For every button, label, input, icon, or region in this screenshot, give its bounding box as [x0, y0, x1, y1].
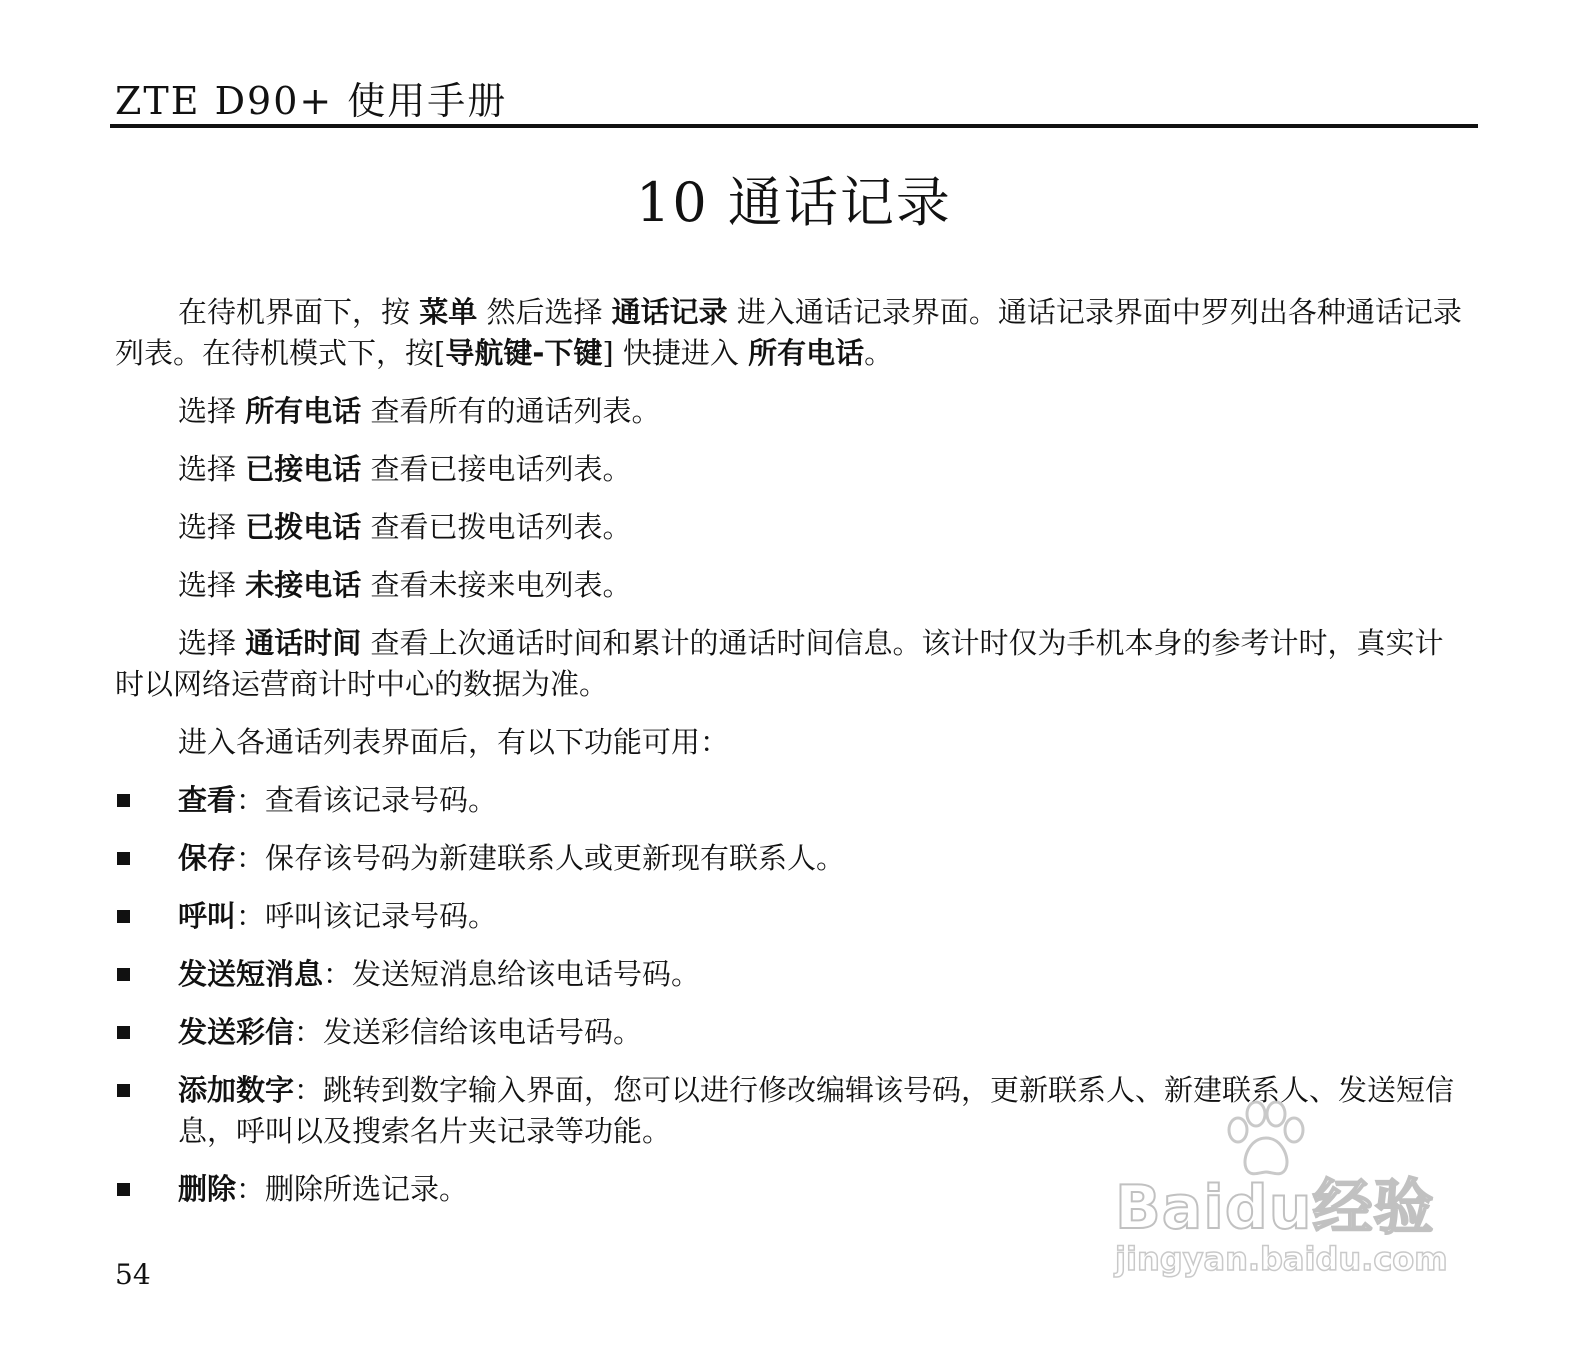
para-text: 选择: [178, 510, 246, 544]
function-label: 发送彩信: [178, 1015, 295, 1049]
function-desc: ：跳转到数字输入界面，您可以进行修改编辑该号码，更新联系人、新建联系人、发送短信息，呼叫以及搜索名片夹记录等功能。: [178, 1073, 1455, 1148]
function-desc: ：呼叫该记录号码。: [236, 899, 498, 933]
intro-paragraph: [115, 292, 1470, 374]
call-duration-paragraph: [115, 623, 1470, 705]
function-item-save: [115, 838, 1470, 879]
para-text: 查看已接电话列表。: [361, 452, 632, 486]
body-text: [115, 292, 1470, 1227]
function-label: 保存: [178, 841, 237, 875]
intro-text: ] 快捷进入: [602, 336, 749, 370]
all-calls-paragraph: [115, 391, 1470, 432]
para-text: 查看所有的通话列表。: [361, 394, 661, 428]
function-label: 发送短消息: [178, 957, 324, 991]
function-desc: ：发送短消息给该电话号码。: [323, 957, 701, 991]
function-item-call: [115, 896, 1470, 937]
received-calls-term: 已接电话: [245, 452, 362, 486]
chapter-title: 10 通话记录: [636, 171, 952, 234]
all-calls-term: 所有电话: [245, 394, 362, 428]
para-text: 选择: [178, 452, 246, 486]
function-label: 删除: [178, 1172, 237, 1206]
all-calls-term: 所有电话: [748, 336, 865, 370]
menu-term: 菜单: [419, 295, 478, 329]
functions-intro-paragraph: 进入各通话列表界面后，有以下功能可用：: [178, 725, 730, 759]
para-text: 选择: [178, 626, 246, 660]
intro-text: 然后选择: [477, 295, 612, 329]
function-desc: ：删除所选记录。: [236, 1172, 469, 1206]
function-label: 查看: [178, 783, 237, 817]
black-square-bullet-icon: [117, 852, 130, 865]
nav-key-term: 导航键-下键: [445, 336, 603, 370]
intro-text: 进入通话记录界面。通话记录界面中罗列出各种通话记录列表。在待机模式下，按[: [115, 295, 1462, 370]
intro-text: 。: [864, 336, 894, 370]
function-item-mms: [115, 1012, 1470, 1053]
dialed-calls-paragraph: [115, 507, 1470, 548]
function-label: 呼叫: [178, 899, 237, 933]
missed-calls-term: 未接电话: [245, 568, 362, 602]
header-rule: [110, 124, 1478, 128]
watermark-logo-text: Baidu经验: [1115, 1173, 1435, 1243]
black-square-bullet-icon: [117, 1183, 130, 1196]
received-calls-paragraph: [115, 449, 1470, 490]
black-square-bullet-icon: [117, 910, 130, 923]
para-text: 选择: [178, 568, 246, 602]
function-desc: ：查看该记录号码。: [236, 783, 498, 817]
call-log-term: 通话记录: [611, 295, 728, 329]
para-text: 查看已拨电话列表。: [361, 510, 632, 544]
function-desc: ：发送彩信给该电话号码。: [294, 1015, 643, 1049]
function-label: 添加数字: [178, 1073, 295, 1107]
intro-text: 在待机界面下，按: [178, 295, 420, 329]
black-square-bullet-icon: [117, 968, 130, 981]
function-desc: ：保存该号码为新建联系人或更新现有联系人。: [236, 841, 846, 875]
black-square-bullet-icon: [117, 794, 130, 807]
black-square-bullet-icon: [117, 1084, 130, 1097]
function-item-view: [115, 780, 1470, 821]
para-text: 查看未接来电列表。: [361, 568, 632, 602]
dialed-calls-term: 已拨电话: [245, 510, 362, 544]
missed-calls-paragraph: [115, 565, 1470, 606]
para-text: 选择: [178, 394, 246, 428]
watermark-url-text: jingyan.baidu.com: [1115, 1240, 1448, 1278]
call-duration-term: 通话时间: [245, 626, 362, 660]
black-square-bullet-icon: [117, 1026, 130, 1039]
function-item-sms: [115, 954, 1470, 995]
para-text: 查看上次通话时间和累计的通话时间信息。该计时仅为手机本身的参考计时，真实计时以网络运营商计时中心的数据为准。: [115, 626, 1444, 701]
running-header: ZTE D90+ 使用手册: [115, 79, 508, 123]
page-number: 54: [115, 1258, 151, 1291]
baidu-watermark: [1110, 1100, 1490, 1290]
